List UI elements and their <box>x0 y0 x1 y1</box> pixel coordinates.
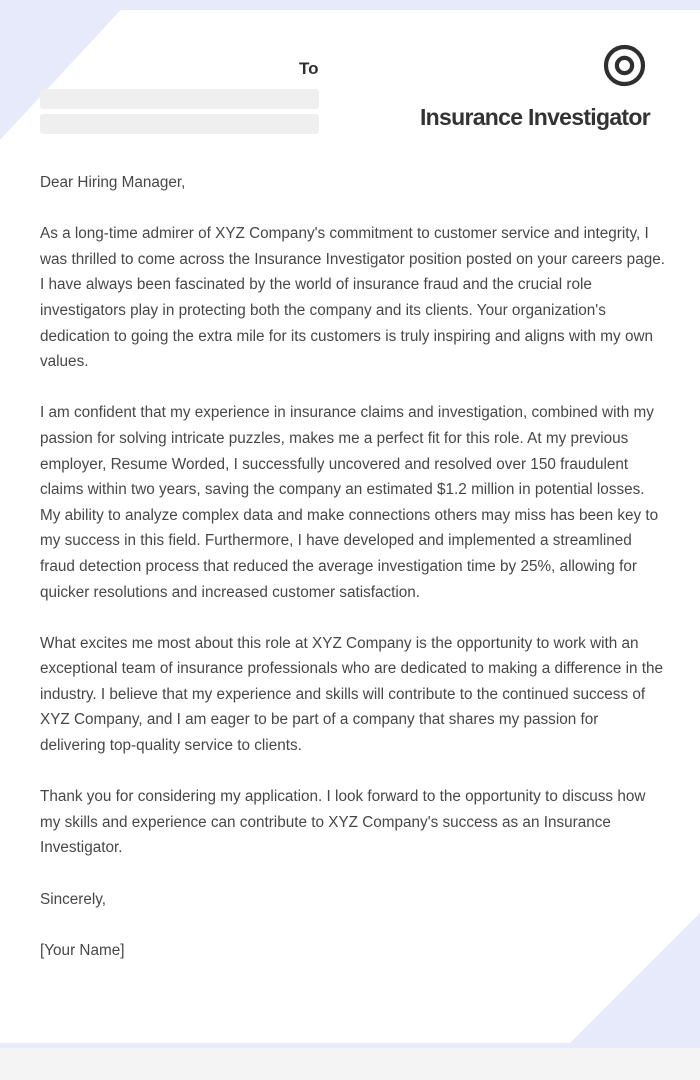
page-footer-background <box>0 1048 700 1080</box>
letter-greeting: Dear Hiring Manager, <box>40 174 186 191</box>
letter-paragraph-4: Thank you for considering my application. I look forward to the opportunity to discuss how my skills and experience can contribute to XYZ Company's success as an Insurance Investigator. <box>40 788 646 857</box>
recipient-to-label: To <box>299 59 319 78</box>
letter-signature: [Your Name] <box>40 941 125 959</box>
letter-closing: Sincerely, <box>40 890 107 908</box>
target-icon <box>603 44 646 87</box>
recipient-address-line-1 <box>40 89 319 109</box>
letter-body <box>40 170 665 989</box>
job-title: Insurance Investigator <box>419 104 650 130</box>
recipient-address-line-2 <box>40 114 319 134</box>
letter-paragraph-2: I am confident that my experience in insurance claims and investigation, combined with my passion for solving intricate puzzles, makes me a perfect fit for this role. At my previous employer, Resume Worded, I successfully uncovered and resolved over 150 fraudulent claims within two years, saving the company an estimated $1.2 million in potential losses. My ability to analyze complex data and make connections others may miss has been key to my success in this field. Furthermore, I have developed and implemented a streamlined fraud detection process that reduced the average investigation time by 25%, allowing for quicker resolutions and increased customer satisfaction. <box>40 404 659 601</box>
letter-paragraph-1: As a long-time admirer of XYZ Company's commitment to customer service and integrity, I was thrilled to come across the Insurance Investigator position posted on your careers page. I have always been fascinated by the world of insurance fraud and the crucial role investigators play in protecting both the company and its clients. Your organization's dedication to going the extra mile for its customers is truly inspiring and aligns with my own values. <box>40 225 665 371</box>
letter-paragraph-3: What excites me most about this role at XYZ Company is the opportunity to work with an exceptional team of insurance professionals who are dedicated to making a difference in the industry. I believe that my experience and skills will contribute to the continued success of XYZ Company, and I am eager to be part of a company that shares my passion for delivering top-quality service to clients. <box>40 634 664 755</box>
